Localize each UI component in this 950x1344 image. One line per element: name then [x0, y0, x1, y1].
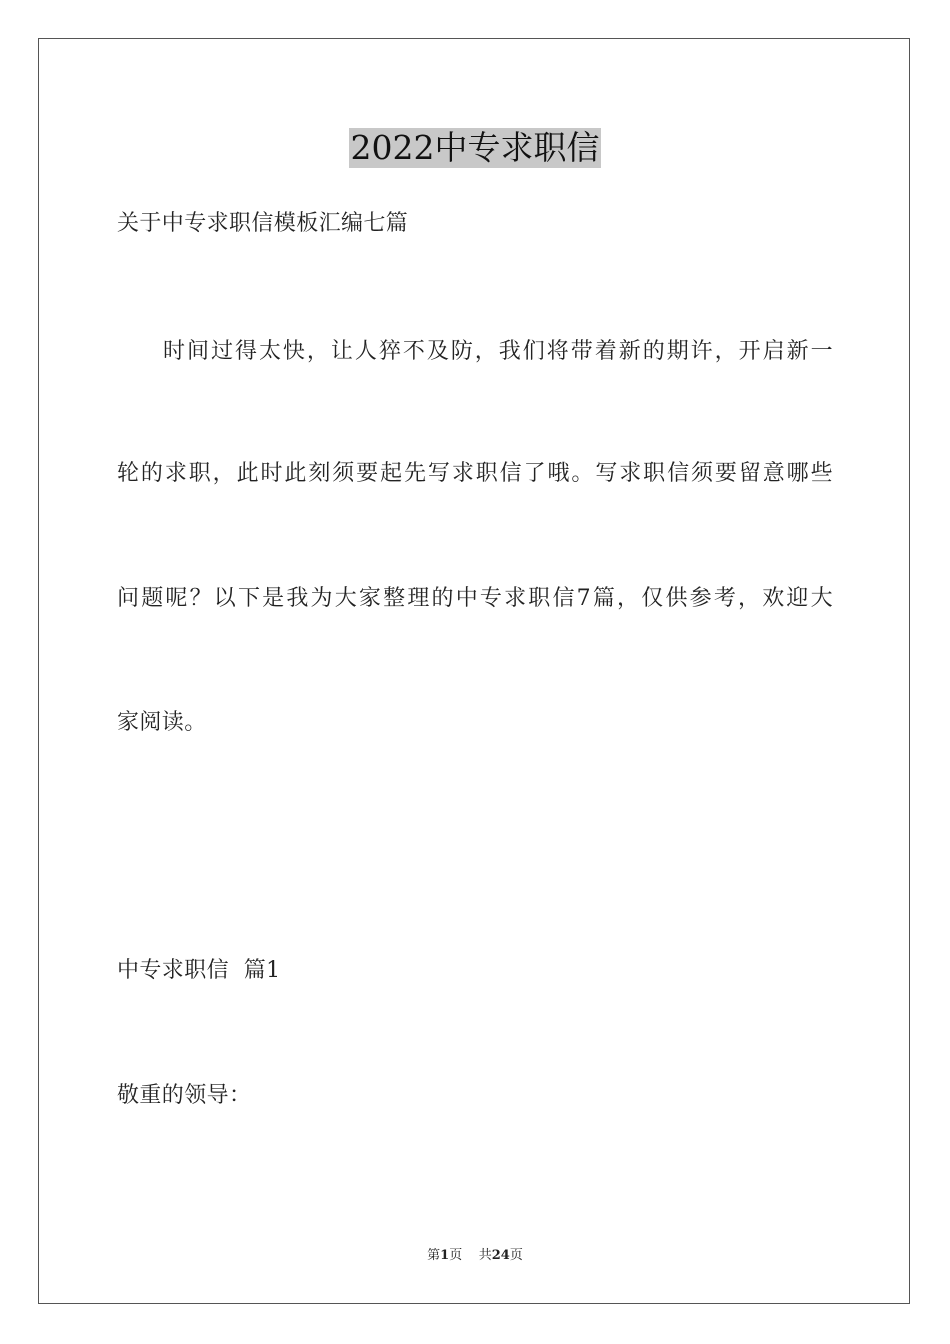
total-suffix: 页	[509, 1248, 523, 1263]
page-suffix: 页	[449, 1248, 463, 1263]
section-heading: 中专求职信 篇1	[117, 958, 281, 983]
salutation: 敬重的领导：	[117, 1083, 252, 1108]
document-title: 2022中专求职信	[350, 128, 600, 167]
current-page-number: 1	[440, 1248, 450, 1263]
title-container	[0, 128, 950, 168]
total-prefix: 共	[478, 1248, 492, 1263]
intro-line: 轮的求职，此时此刻须要起先写求职信了哦。写求职信须要留意哪些	[117, 461, 833, 486]
page-footer	[0, 1247, 950, 1265]
intro-line: 问题呢？以下是我为大家整理的中专求职信7篇，仅供参考，欢迎大	[117, 586, 833, 611]
total-pages-number: 24	[491, 1248, 510, 1263]
intro-line: 家阅读。	[117, 710, 207, 735]
document-subtitle: 关于中专求职信模板汇编七篇	[117, 211, 409, 236]
page-prefix: 第	[427, 1248, 441, 1263]
intro-line: 时间过得太快，让人猝不及防，我们将带着新的期许，开启新一	[163, 339, 833, 364]
